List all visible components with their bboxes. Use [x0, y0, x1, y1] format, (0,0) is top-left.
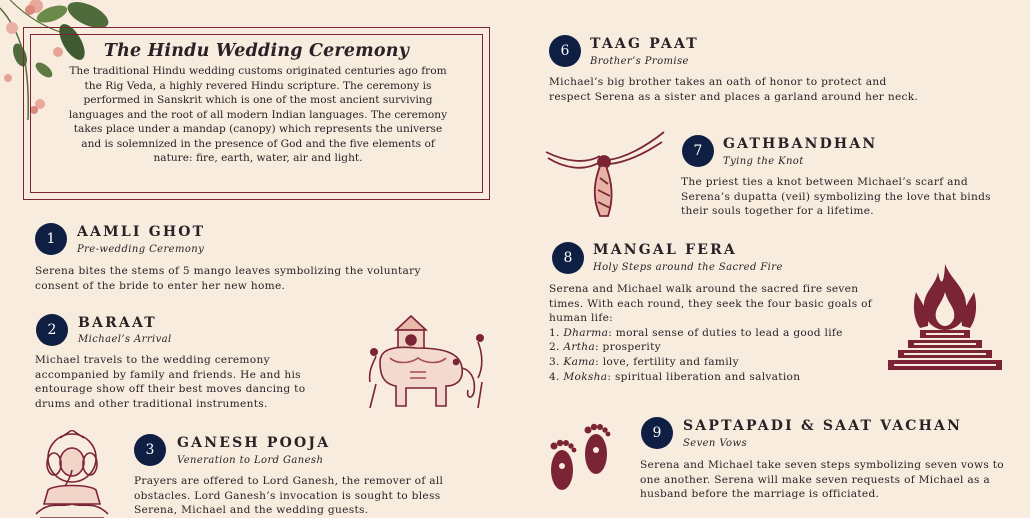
step-subtitle: Seven Vows — [683, 438, 747, 449]
elephant-procession-illustration — [366, 312, 488, 414]
step-subtitle: Holy Steps around the Sacred Fire — [593, 262, 783, 273]
step-title: GANESH POOJA — [177, 435, 331, 451]
goal-item: 3. Kama: love, fertility and family — [549, 355, 739, 368]
goals-list — [549, 326, 884, 384]
step-number-badge: 9 — [641, 417, 673, 449]
step-number-badge: 1 — [35, 223, 67, 255]
step-number-badge: 3 — [134, 434, 166, 466]
intro-text: The traditional Hindu wedding customs originated centuries ago from the Rig Veda, a highly revered Hindu scripture. The ceremony is performed in Sanskrit which is one of the most ancient surviving languages and the root of all modern Indian languages. The ceremony takes place under a mandap (canopy) which represents the universe and is solemnized in the presence of God and the five elements of nature: fire, earth, water, air and light. — [68, 65, 448, 164]
step-body: Serena and Michael take seven steps symbolizing seven vows to one another. Serena will make seven requests of Michael as a husband before the marriage is officiated. — [640, 459, 1004, 501]
step-subtitle: Pre-wedding Ceremony — [77, 244, 205, 255]
tied-scarves-illustration — [544, 128, 668, 220]
step-number-badge: 8 — [552, 242, 584, 274]
footprints-illustration — [546, 420, 616, 500]
sacred-fire-illustration — [886, 262, 1004, 374]
step-subtitle: Veneration to Lord Ganesh — [177, 455, 324, 466]
step-number-badge: 7 — [682, 135, 714, 167]
step-body-text: Serena and Michael walk around the sacred fire seven times. With each round, they seek the four basic goals of human life: — [549, 283, 873, 325]
intro-title: The Hindu Wedding Ceremony — [103, 41, 410, 61]
step-subtitle: Michael’s Arrival — [78, 334, 172, 345]
step-title: AAMLI GHOT — [77, 224, 206, 240]
step-body: Serena bites the stems of 5 mango leaves symbolizing the voluntary consent of the bride to enter her new home. — [35, 265, 421, 292]
ganesh-illustration — [30, 430, 112, 518]
step-number-badge: 2 — [36, 314, 68, 346]
goal-item: 1. Dharma: moral sense of duties to lead a good life — [549, 326, 843, 339]
step-subtitle: Brother’s Promise — [590, 56, 689, 67]
step-number-badge: 6 — [549, 35, 581, 67]
step-body: The priest ties a knot between Michael’s scarf and Serena’s dupatta (veil) symbolizing the love that binds their souls together for a lifetime. — [681, 176, 991, 218]
step-body: Prayers are offered to Lord Ganesh, the remover of all obstacles. Lord Ganesh’s invocation is sought to bless Serena, Michael and the wedding guests. — [134, 475, 444, 517]
step-body: Michael’s big brother takes an oath of honor to protect and respect Serena as a sister and places a garland around her neck. — [549, 76, 919, 103]
step-title: MANGAL FERA — [593, 242, 737, 258]
step-title: SAPTAPADI & SAAT VACHAN — [683, 418, 963, 434]
step-title: BARAAT — [78, 315, 157, 331]
step-title: TAAG PAAT — [590, 36, 699, 52]
step-subtitle: Tying the Knot — [723, 156, 804, 167]
goal-item: 2. Artha: prosperity — [549, 341, 661, 354]
goal-item: 4. Moksha: spiritual liberation and salvation — [549, 370, 801, 383]
step-body: Michael travels to the wedding ceremony accompanied by family and friends. He and his entourage show off their best moves dancing to drums and other traditional instruments. — [35, 354, 306, 410]
step-title: GATHBANDHAN — [723, 136, 878, 152]
step-body — [549, 282, 884, 384]
